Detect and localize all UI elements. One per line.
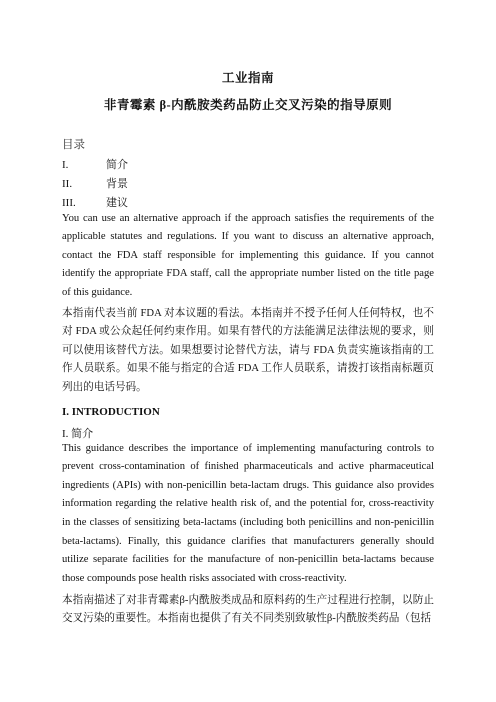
toc-item-number: II. [62,178,73,190]
toc-item-number: I. [62,159,69,171]
introduction-heading-en: I. INTRODUCTION [62,406,160,418]
toc-item-label: 建议 [106,197,128,209]
toc-item-recommendations[interactable] [62,194,128,210]
introduction-paragraph-en: This guidance describes the importance of implementing manufacturing controls to prevent cross-contamination of finished pharmaceuticals and active pharmaceutical ingredients (APIs) with non-penicillin beta-lactam drugs. This guidance also provides information regarding the relative health risk of, and the potential for, cross-reactivity in the classes of sensitizing beta-lactams (including both penicillins and non-penicillin beta-lactams). Finally, this guidance clarifies that manufacturers generally should utilize separate facilities for the manufacture of non-penicillin beta-lactams because those compounds pose health risks associated with cross-reactivity. [62,442,434,584]
toc-item-number: III. [62,197,76,209]
document-title: 工业指南 [221,71,274,85]
alternative-approach-paragraph-zh: 本指南代表当前 FDA 对本议题的看法。本指南并不授予任何人任何特权，也不对 FDA 或公众起任何约束作用。如果有替代的方法能满足法律法规的要求，则可以使用该替代方法。如果想要讨论替代方法，请与 FDA 负责实施该指南的工作人员联系。如果不能与指定的合适 FDA 工作人员联系，请拨打该指南标题页列出的电话号码。 [62,307,434,393]
toc-heading: 目录 [62,139,85,151]
toc-item-intro[interactable] [62,156,128,172]
toc-item-label: 背景 [106,178,128,190]
alternative-approach-paragraph-en: You can use an alternative approach if the approach satisfies the requirements of the applicable statutes and regulations. If you want to discuss an alternative approach, contact the FDA staff responsible for implementing this guidance. If you cannot identify the appropriate FDA staff, call the appropriate number listed on the title page of this guidance. [62,212,434,298]
document-subtitle: 非青霉素 β-内酰胺类药品防止交叉污染的指导原则 [103,98,393,112]
introduction-paragraph-zh: 本指南描述了对非青霉素β-内酰胺类成品和原料药的生产过程进行控制，以防止交叉污染的重要性。本指南也提供了有关不同类别致敏性β-内酰胺类药品（包括 [62,594,434,625]
introduction-heading-zh: I. 简介 [62,428,94,440]
toc-item-background[interactable] [62,175,128,191]
toc-item-label: 简介 [106,159,128,171]
